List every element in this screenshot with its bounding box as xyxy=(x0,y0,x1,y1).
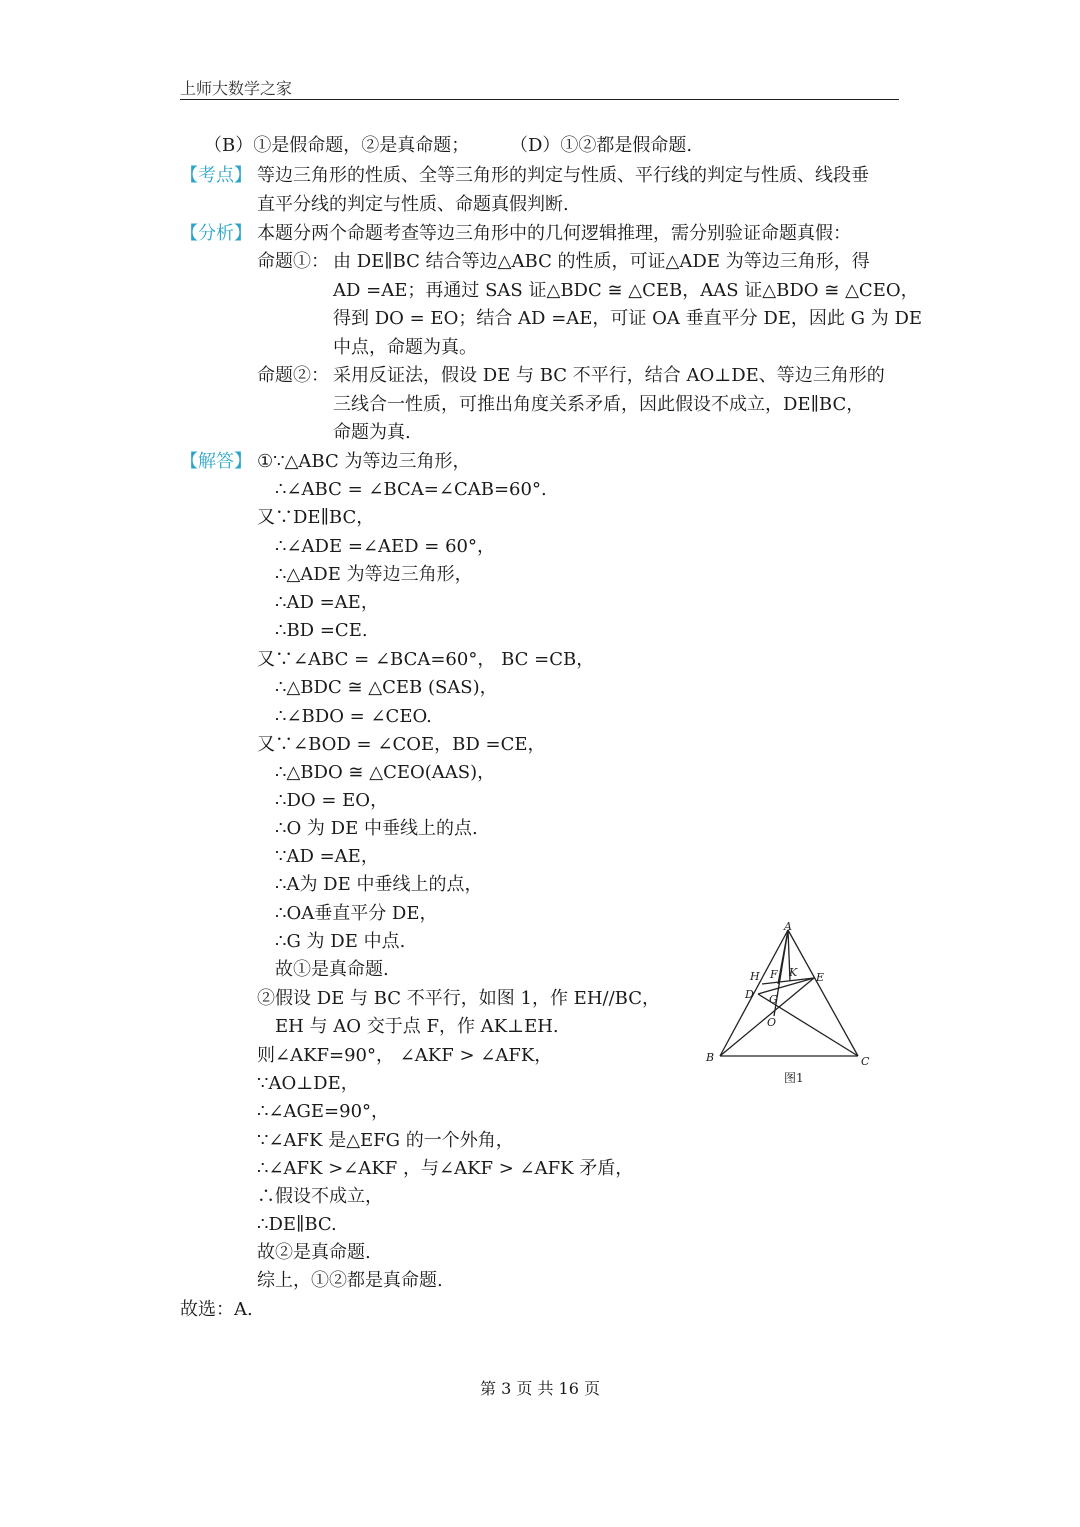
label-o: O xyxy=(767,1016,777,1029)
solution-line: ∴O 为 DE 中垂线上的点. xyxy=(275,818,478,839)
solution-line: ∴△BDC ≅ △CEB (SAS)， xyxy=(275,677,498,698)
page-header-title: 上师大数学之家 xyxy=(180,79,293,98)
solution-line: ∴DE∥BC. xyxy=(257,1214,337,1235)
solution-line: ∴DO = EO， xyxy=(275,790,389,811)
page-footer: 第 3 页 共 16 页 xyxy=(480,1379,600,1398)
kaodian-line-2: 直平分线的判定与性质、命题真假判断. xyxy=(257,194,569,215)
label-a: A xyxy=(784,920,792,933)
solution-line: 又∵DE∥BC， xyxy=(257,507,375,528)
solution-line: ∴OA垂直平分 DE， xyxy=(275,903,438,924)
proposition-1-line-3: 得到 DO = EO；结合 AD =AE，可证 OA 垂直平分 DE，因此 G 为 DE xyxy=(333,308,923,329)
solution-line: EH 与 AO 交于点 F，作 AK⊥EH. xyxy=(275,1016,559,1037)
label-f: F xyxy=(770,968,778,981)
geometry-figure xyxy=(696,918,886,1088)
proposition-1-line-4: 中点，命题为真。 xyxy=(333,337,477,358)
jieda-tag: 【解答】 xyxy=(180,451,252,472)
solution-line: 又∵∠BOD = ∠COE，BD =CE， xyxy=(257,734,546,755)
label-b: B xyxy=(706,1051,715,1064)
solution-line: 则∠AKF=90°， ∠AKF > ∠AFK， xyxy=(257,1045,553,1066)
solution-line: ∴∠AGE=90°， xyxy=(257,1101,390,1122)
solution-line: 又∵∠ABC = ∠BCA=60°， BC =CB， xyxy=(257,649,595,670)
solution-line: ∴假设不成立， xyxy=(257,1186,383,1207)
proposition-1-label: 命题①： xyxy=(257,251,329,272)
solution-line: ①∵△ABC 为等边三角形， xyxy=(257,451,471,472)
solution-line: ∴BD =CE. xyxy=(275,620,368,641)
proposition-2-label: 命题②： xyxy=(257,365,329,386)
solution-line: ∴∠AFK >∠AKF ，与∠AKF > ∠AFK 矛盾， xyxy=(257,1158,634,1179)
solution-line: ∴∠ABC = ∠BCA=∠CAB=60°. xyxy=(275,479,547,500)
solution-line: ∵AD =AE， xyxy=(275,846,379,867)
label-g: G xyxy=(769,993,778,1006)
solution-line: ∴AD =AE， xyxy=(275,592,379,613)
final-answer: 故选：A. xyxy=(180,1299,253,1320)
solution-line: ∴G 为 DE 中点. xyxy=(275,931,406,952)
proposition-1-line-2: AD =AE；再通过 SAS 证△BDC ≅ △CEB，AAS 证△BDO ≅ △CEO， xyxy=(333,280,919,301)
solution-line: ∴∠ADE =∠AED = 60°， xyxy=(275,536,495,557)
label-c: C xyxy=(861,1055,870,1068)
solution-line: ∴A为 DE 中垂线上的点， xyxy=(275,874,483,895)
solution-line: ②假设 DE 与 BC 不平行，如图 1，作 EH//BC， xyxy=(257,988,660,1009)
option-d: （D）①②都是假命题. xyxy=(510,135,693,156)
label-h: H xyxy=(750,970,760,983)
proposition-2-line-3: 命题为真. xyxy=(333,422,411,443)
label-d: D xyxy=(745,988,754,1001)
option-b: （B）①是假命题，②是真命题； xyxy=(204,135,470,156)
solution-line: 故①是真命题. xyxy=(275,959,389,980)
solution-line: ∴△ADE 为等边三角形， xyxy=(275,564,473,585)
solution-line: ∵AO⊥DE， xyxy=(257,1073,359,1094)
figure-caption: 图1 xyxy=(784,1071,804,1085)
fenxi-tag: 【分析】 xyxy=(180,223,252,244)
header-rule xyxy=(180,99,899,100)
solution-line: 综上，①②都是真命题. xyxy=(257,1270,443,1291)
label-e: E xyxy=(816,971,825,984)
solution-line: ∴△BDO ≅ △CEO(AAS)， xyxy=(275,762,496,783)
solution-line: ∵∠AFK 是△EFG 的一个外角， xyxy=(257,1130,514,1151)
kaodian-tag: 【考点】 xyxy=(180,165,252,186)
solution-line: ∴∠BDO = ∠CEO. xyxy=(275,706,432,727)
label-k: K xyxy=(789,966,798,979)
proposition-2-line-2: 三线合一性质，可推出角度关系矛盾，因此假设不成立，DE∥BC， xyxy=(333,394,865,415)
proposition-2-line-1: 采用反证法，假设 DE 与 BC 不平行，结合 AO⊥DE、等边三角形的 xyxy=(333,365,885,386)
kaodian-line-1: 等边三角形的性质、全等三角形的判定与性质、平行线的判定与性质、线段垂 xyxy=(257,165,869,186)
fenxi-intro: 本题分两个命题考查等边三角形中的几何逻辑推理，需分别验证命题真假： xyxy=(257,223,851,244)
proposition-1-line-1: 由 DE∥BC 结合等边△ABC 的性质，可证△ADE 为等边三角形，得 xyxy=(333,251,870,272)
solution-line: 故②是真命题. xyxy=(257,1242,371,1263)
